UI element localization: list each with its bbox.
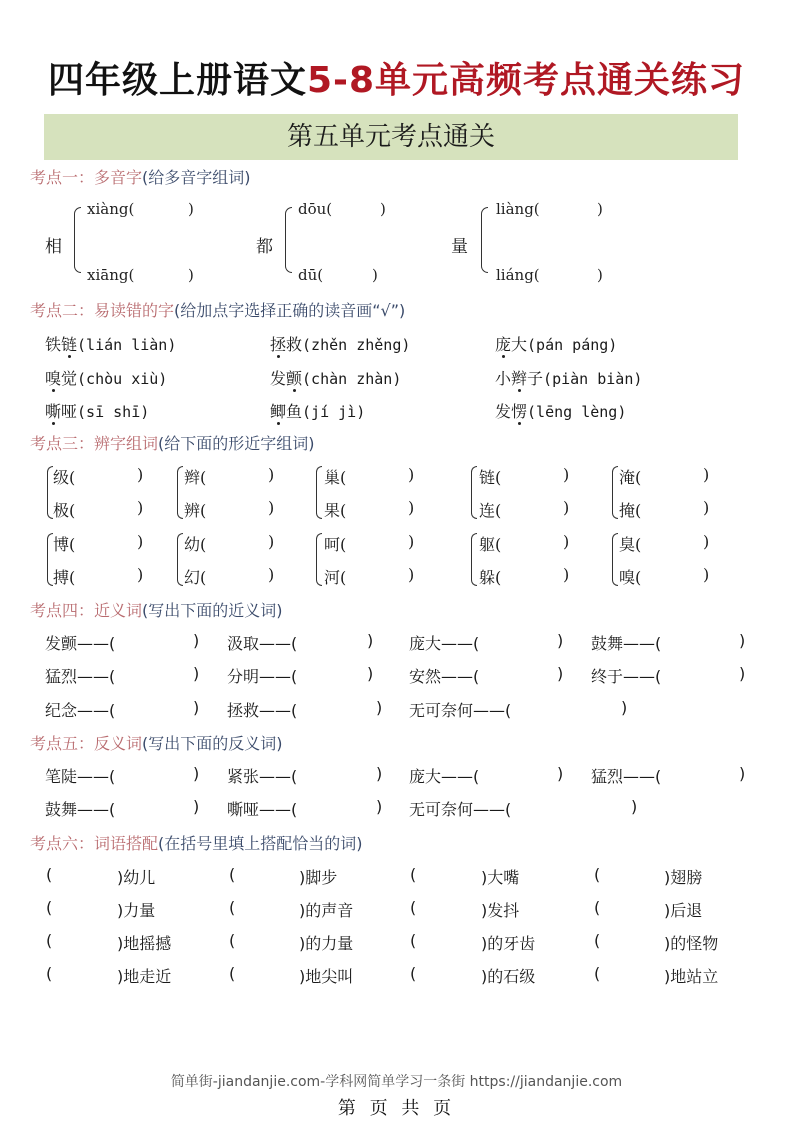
section-2-heading [30, 298, 405, 321]
collocation-item: )的声音 [299, 901, 354, 920]
section-note: (写出下面的反义词) [142, 734, 283, 753]
pronunciation-item: 小辫子(piàn biàn) [495, 369, 643, 388]
pinyin-top: dōu( [298, 200, 333, 218]
pronunciation-item: 拯救(zhěn zhěng) [270, 335, 411, 354]
pronunciation-item: 发愣(lēng lèng) [495, 402, 627, 421]
collocation-item: )地站立 [664, 967, 719, 986]
synonym-item: 终于——( [591, 667, 662, 686]
paren-close: ) [597, 200, 603, 218]
poly-char: 相 [45, 237, 62, 257]
pronunciation-item: 嗅觉(chòu xiù) [45, 369, 168, 388]
collocation-item: )地尖叫 [299, 967, 354, 986]
pronunciation-item: 庞大(pán páng) [495, 335, 618, 354]
title-black-part: 四年级上册语文 [47, 60, 307, 101]
watermark-footer: 简单街-jiandanjie.com-学科网简单学习一条街 https://jiandanjie.com [170, 1074, 623, 1090]
antonym-item: 庞大——( [409, 767, 480, 786]
synonym-item: 无可奈何——( [409, 701, 512, 720]
pinyin-bottom: dū( [298, 266, 324, 284]
synonym-item: 纪念——( [45, 701, 116, 720]
section-label: 考点四：近义词 [30, 601, 143, 620]
section-label: 考点六：词语搭配 [30, 834, 159, 853]
section-note: (写出下面的近义词) [142, 601, 283, 620]
pronunciation-item: 发颤(chàn zhàn) [270, 369, 402, 388]
worksheet-title [0, 52, 793, 103]
section-3-heading [30, 431, 315, 454]
collocation-item: )力量 [117, 901, 156, 920]
section-6-heading [30, 831, 363, 854]
section-label: 考点五：反义词 [30, 734, 143, 753]
synonym-item: 汲取——( [227, 634, 298, 653]
collocation-item: )翅膀 [664, 868, 703, 887]
section-label: 考点二：易读错的字 [30, 301, 175, 320]
section-note: (给多音字组词) [142, 168, 251, 187]
section-4-heading [30, 598, 283, 621]
collocation-item: )地走近 [117, 967, 172, 986]
section-label: 考点一：多音字 [30, 168, 143, 187]
antonym-item: 无可奈何——( [409, 800, 512, 819]
collocation-item: )的牙齿 [481, 934, 536, 953]
collocation-item: )大嘴 [481, 868, 520, 887]
synonym-item: 发颤——( [45, 634, 116, 653]
pronunciation-item: 嘶哑(sī shī) [45, 402, 150, 421]
section-note: (在括号里填上搭配恰当的词) [158, 834, 363, 853]
paren-close: ) [597, 266, 603, 284]
section-note: (给加点字选择正确的读音画“√”) [174, 301, 406, 320]
synonym-item: 拯救——( [227, 701, 298, 720]
title-red-part: 5-8单元高频考点通关练习 [306, 60, 746, 101]
section-note: (给下面的形近字组词) [158, 434, 315, 453]
pinyin-bottom: liáng( [496, 266, 540, 284]
collocation-item: )幼儿 [117, 868, 156, 887]
section-1-heading [30, 165, 251, 188]
synonym-item: 庞大——( [409, 634, 480, 653]
page-number: 第 页 共 页 [337, 1098, 456, 1119]
synonym-item: 鼓舞——( [591, 634, 662, 653]
antonym-item: 紧张——( [227, 767, 298, 786]
synonym-item: 安然——( [409, 667, 480, 686]
paren-close: ) [188, 266, 194, 284]
synonym-item: 猛烈——( [45, 667, 116, 686]
collocation-item: )的怪物 [664, 934, 719, 953]
antonym-item: 嘶哑——( [227, 800, 298, 819]
pronunciation-item: 鲫鱼(jí jì) [270, 402, 366, 421]
antonym-item: 笔陡——( [45, 767, 116, 786]
unit-banner: 第五单元考点通关 [44, 114, 738, 160]
paren-close: ) [188, 200, 194, 218]
section-label: 考点三：辨字组词 [30, 434, 159, 453]
synonym-item: 分明——( [227, 667, 298, 686]
antonym-item: 猛烈——( [591, 767, 662, 786]
paren-close: ) [372, 266, 378, 284]
collocation-item: )脚步 [299, 868, 338, 887]
paren-close: ) [380, 200, 386, 218]
poly-char: 量 [451, 237, 468, 257]
antonym-item: 鼓舞——( [45, 800, 116, 819]
collocation-item: )发抖 [481, 901, 520, 920]
pinyin-bottom: xiāng( [87, 266, 135, 284]
poly-char: 都 [256, 237, 273, 257]
pinyin-top: liàng( [496, 200, 540, 218]
collocation-item: )后退 [664, 901, 703, 920]
collocation-item: )的石级 [481, 967, 536, 986]
pinyin-top: xiàng( [87, 200, 135, 218]
section-5-heading [30, 731, 283, 754]
collocation-item: )的力量 [299, 934, 354, 953]
collocation-item: )地摇撼 [117, 934, 172, 953]
pronunciation-item: 铁链(lián liàn) [45, 335, 177, 354]
